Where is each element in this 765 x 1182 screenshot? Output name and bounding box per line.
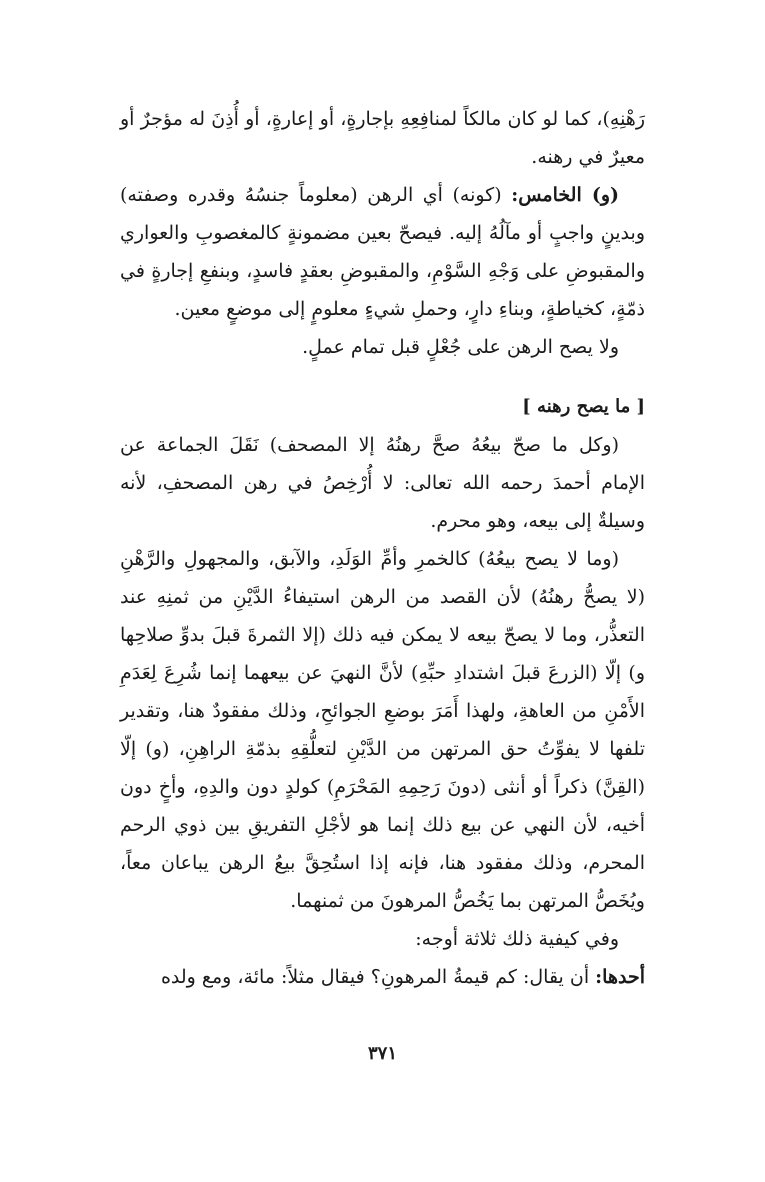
paragraph-three-ways: وفي كيفية ذلك ثلاثة أوجه: [415, 928, 619, 950]
paragraph-fifth-condition [120, 176, 645, 328]
page-body [120, 100, 645, 996]
fifth-condition-label: (و) الخامس: [511, 184, 619, 206]
paragraph-juel: ولا يصح الرهن على جُعْلٍ قبل تمام عملٍ. [302, 336, 619, 358]
paragraph-not-sellable: (وما لا يصح بيعُهُ) كالخمرِ وأمِّ الوَلَدِ، والآبق، والمجهولِ والرَّهْنِ (لا يصحُّ رهنُهُ) لأن القصد من الرهن استيفاءُ الدَّيْنِ من ثمنِهِ عند التعذُّر، وما لا يصحّ بيعه لا يمكن فيه ذلك (إلا الثمرةَ قبلَ بدوِّ صلاحِها و) إلّا (الزرعَ قبلَ اشتدادِ حبِّهِ) لأنَّ النهيَ عن بيعهما إنما شُرِعَ لِعَدَمِ الأَمْنِ من العاهةِ، ولهذا أَمَرَ بوضعِ الجوائحِ، وذلك مفقودٌ هنا، وتقدير تلفها لا يفوِّتُ حق المرتهن من الدَّيْنِ لتعلُّقِهِ بذمّةِ الراهِنِ، (و) إلّا (القِنَّ) ذكراً أو أنثى (دونَ رَحِمِهِ المَحْرَمِ) كولدٍ دون والدِهِ، وأخٍ دون أخيه، لأن النهي عن بيع ذلك إنما هو لأجْلِ التفريقِ بين ذوي الرحم المحرم، وذلك مفقود هنا، فإنه إذا استُحِقَّ بيعُ الرهن يباعان معاً، ويُخَصُّ المرتهن بما يَخُصُّ المرهونَ من ثمنهما. [120, 548, 645, 912]
paragraph-mushaf: (وكل ما صحّ بيعُهُ صحَّ رهنُهُ إلا المصحف) نَقَلَ الجماعة عن الإمام أحمدَ رحمه الله تعالى: لا أُرْخِصُ في رهن المصحفِ، لأنه وسيلةٌ إلى بيعه، وهو محرم. [120, 434, 645, 532]
page-number: ٣٧١ [367, 1043, 397, 1064]
paragraph-first-way [120, 958, 645, 996]
first-way-label: أحدها: [595, 966, 645, 988]
paragraph-continuation: رَهْنِهِ)، كما لو كان مالكاً لمنافِعِهِ بإجارةٍ، أو إعارةٍ، أو أُذِنَ له مؤجرٌ أو معيرٌ في رهنه. [120, 108, 645, 168]
section-heading: [ ما يصح رهنه ] [522, 396, 645, 417]
fifth-condition-text: (كونه) أي الرهن (معلوماً جنسُهُ وقدره وصفته) وبدينٍ واجبٍ أو مآلُهُ إليه. فيصحّ بعين مضمونةٍ كالمغصوبِ والعواري والمقبوضِ على وَجْهِ السَّوْمِ، والمقبوضِ بعقدٍ فاسدٍ، وبنفعِ إجارةٍ في ذمّةٍ، كخياطةٍ، وبناءِ دارٍ، وحملِ شيءٍ معلومٍ إلى موضعٍ معين. [120, 184, 645, 320]
first-way-text: أن يقال: كم قيمةُ المرهونِ؟ فيقال مثلاً: مائة، ومع ولده [160, 966, 596, 988]
